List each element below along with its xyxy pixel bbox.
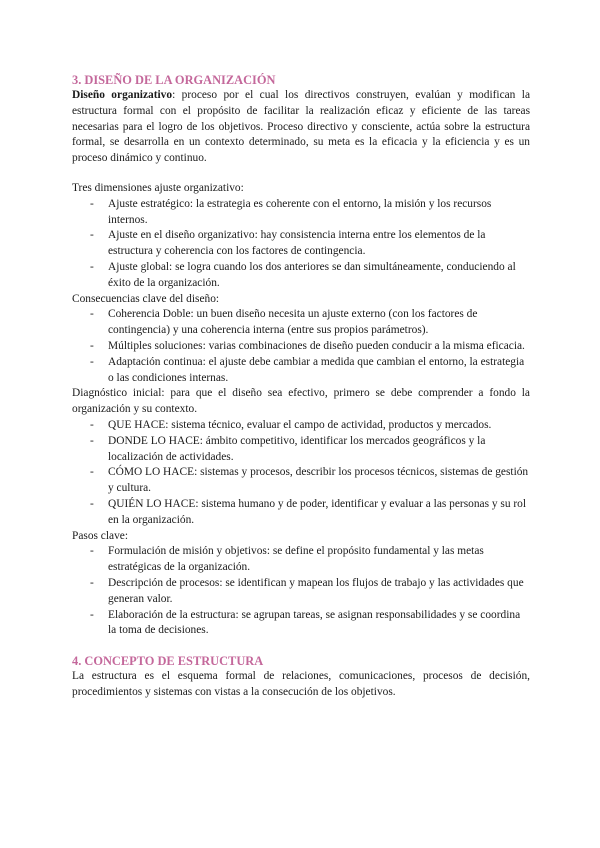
spacer bbox=[72, 167, 530, 181]
group-label-key-steps: Pasos clave: bbox=[72, 529, 128, 542]
list-item: - Elaboración de la estructura: se agrupan tareas, se asignan responsabilidades y se coordina la toma de decisiones. bbox=[72, 608, 530, 640]
definition-term: Diseño organizativo bbox=[72, 89, 173, 101]
group-label-dimensions: Tres dimensiones ajuste organizativo: bbox=[72, 181, 244, 194]
definition-text: : proceso por el cual los directivos construyen, evalúan y modifican la estructura formal con el propósito de facilitar la realización eficaz y eficiente de las tareas necesarias para el logro de los objetivos. Proceso directivo y consciente, actúa sobre la estructura formal, se desarrolla en un contexto determinado, su meta es la eficacia y la eficiencia y es un proceso dinámico y continuo. bbox=[72, 89, 531, 165]
page-content bbox=[72, 72, 530, 701]
structure-definition: La estructura es el esquema formal de relaciones, comunicaciones, procesos de decisión, procedimientos y sistemas con vistas a la consecución de los objetivos. bbox=[72, 670, 530, 698]
list-item: - Descripción de procesos: se identifican y mapean los flujos de trabajo y las actividades que generan valor. bbox=[72, 576, 530, 608]
key-steps-list bbox=[72, 544, 530, 639]
list-item: - Ajuste estratégico: la estrategia es coherente con el entorno, la misión y los recursos internos. bbox=[72, 197, 530, 229]
list-item: - Formulación de misión y objetivos: se define el propósito fundamental y las metas estratégicas de la organización. bbox=[72, 544, 530, 576]
section-4-heading: 4. CONCEPTO DE ESTRUCTURA bbox=[72, 654, 264, 669]
list-item: - Ajuste en el diseño organizativo: hay consistencia interna entre los elementos de la estructura y coherencia con los factores de contingencia. bbox=[72, 228, 530, 260]
diagnosis-list bbox=[72, 418, 530, 529]
consequences-list bbox=[72, 307, 530, 386]
list-item: - QUIÉN LO HACE: sistema humano y de poder, identificar y evaluar a las personas y su rol en la organización. bbox=[72, 497, 530, 529]
list-item: - Adaptación continua: el ajuste debe cambiar a medida que cambian el entorno, la estrategia o las condiciones internas. bbox=[72, 355, 530, 387]
list-item: - Ajuste global: se logra cuando los dos anteriores se dan simultáneamente, conduciendo al éxito de la organización. bbox=[72, 260, 530, 292]
list-item: - DONDE LO HACE: ámbito competitivo, identificar los mercados geográficos y la localización de actividades. bbox=[72, 434, 530, 466]
list-item: - QUE HACE: sistema técnico, evaluar el campo de actividad, productos y mercados. bbox=[72, 418, 530, 434]
dimensions-list bbox=[72, 197, 530, 292]
group-label-consequences: Consecuencias clave del diseño: bbox=[72, 292, 220, 305]
group-label-diagnosis: Diagnóstico inicial: para que el diseño sea efectivo, primero se debe comprender a fondo la organización y su contexto. bbox=[72, 387, 530, 416]
spacer bbox=[72, 639, 530, 653]
list-item: - Múltiples soluciones: varias combinaciones de diseño pueden conducir a la misma eficacia. bbox=[72, 339, 530, 355]
section-3-heading: 3. DISEÑO DE LA ORGANIZACIÓN bbox=[72, 73, 276, 87]
organizational-design-definition bbox=[72, 88, 530, 167]
list-item: - CÓMO LO HACE: sistemas y procesos, describir los procesos técnicos, sistemas de gestión y cultura. bbox=[72, 465, 530, 497]
list-item: - Coherencia Doble: un buen diseño necesita un ajuste externo (con los factores de contingencia) y una coherencia interna (entre sus propios parámetros). bbox=[72, 307, 530, 339]
